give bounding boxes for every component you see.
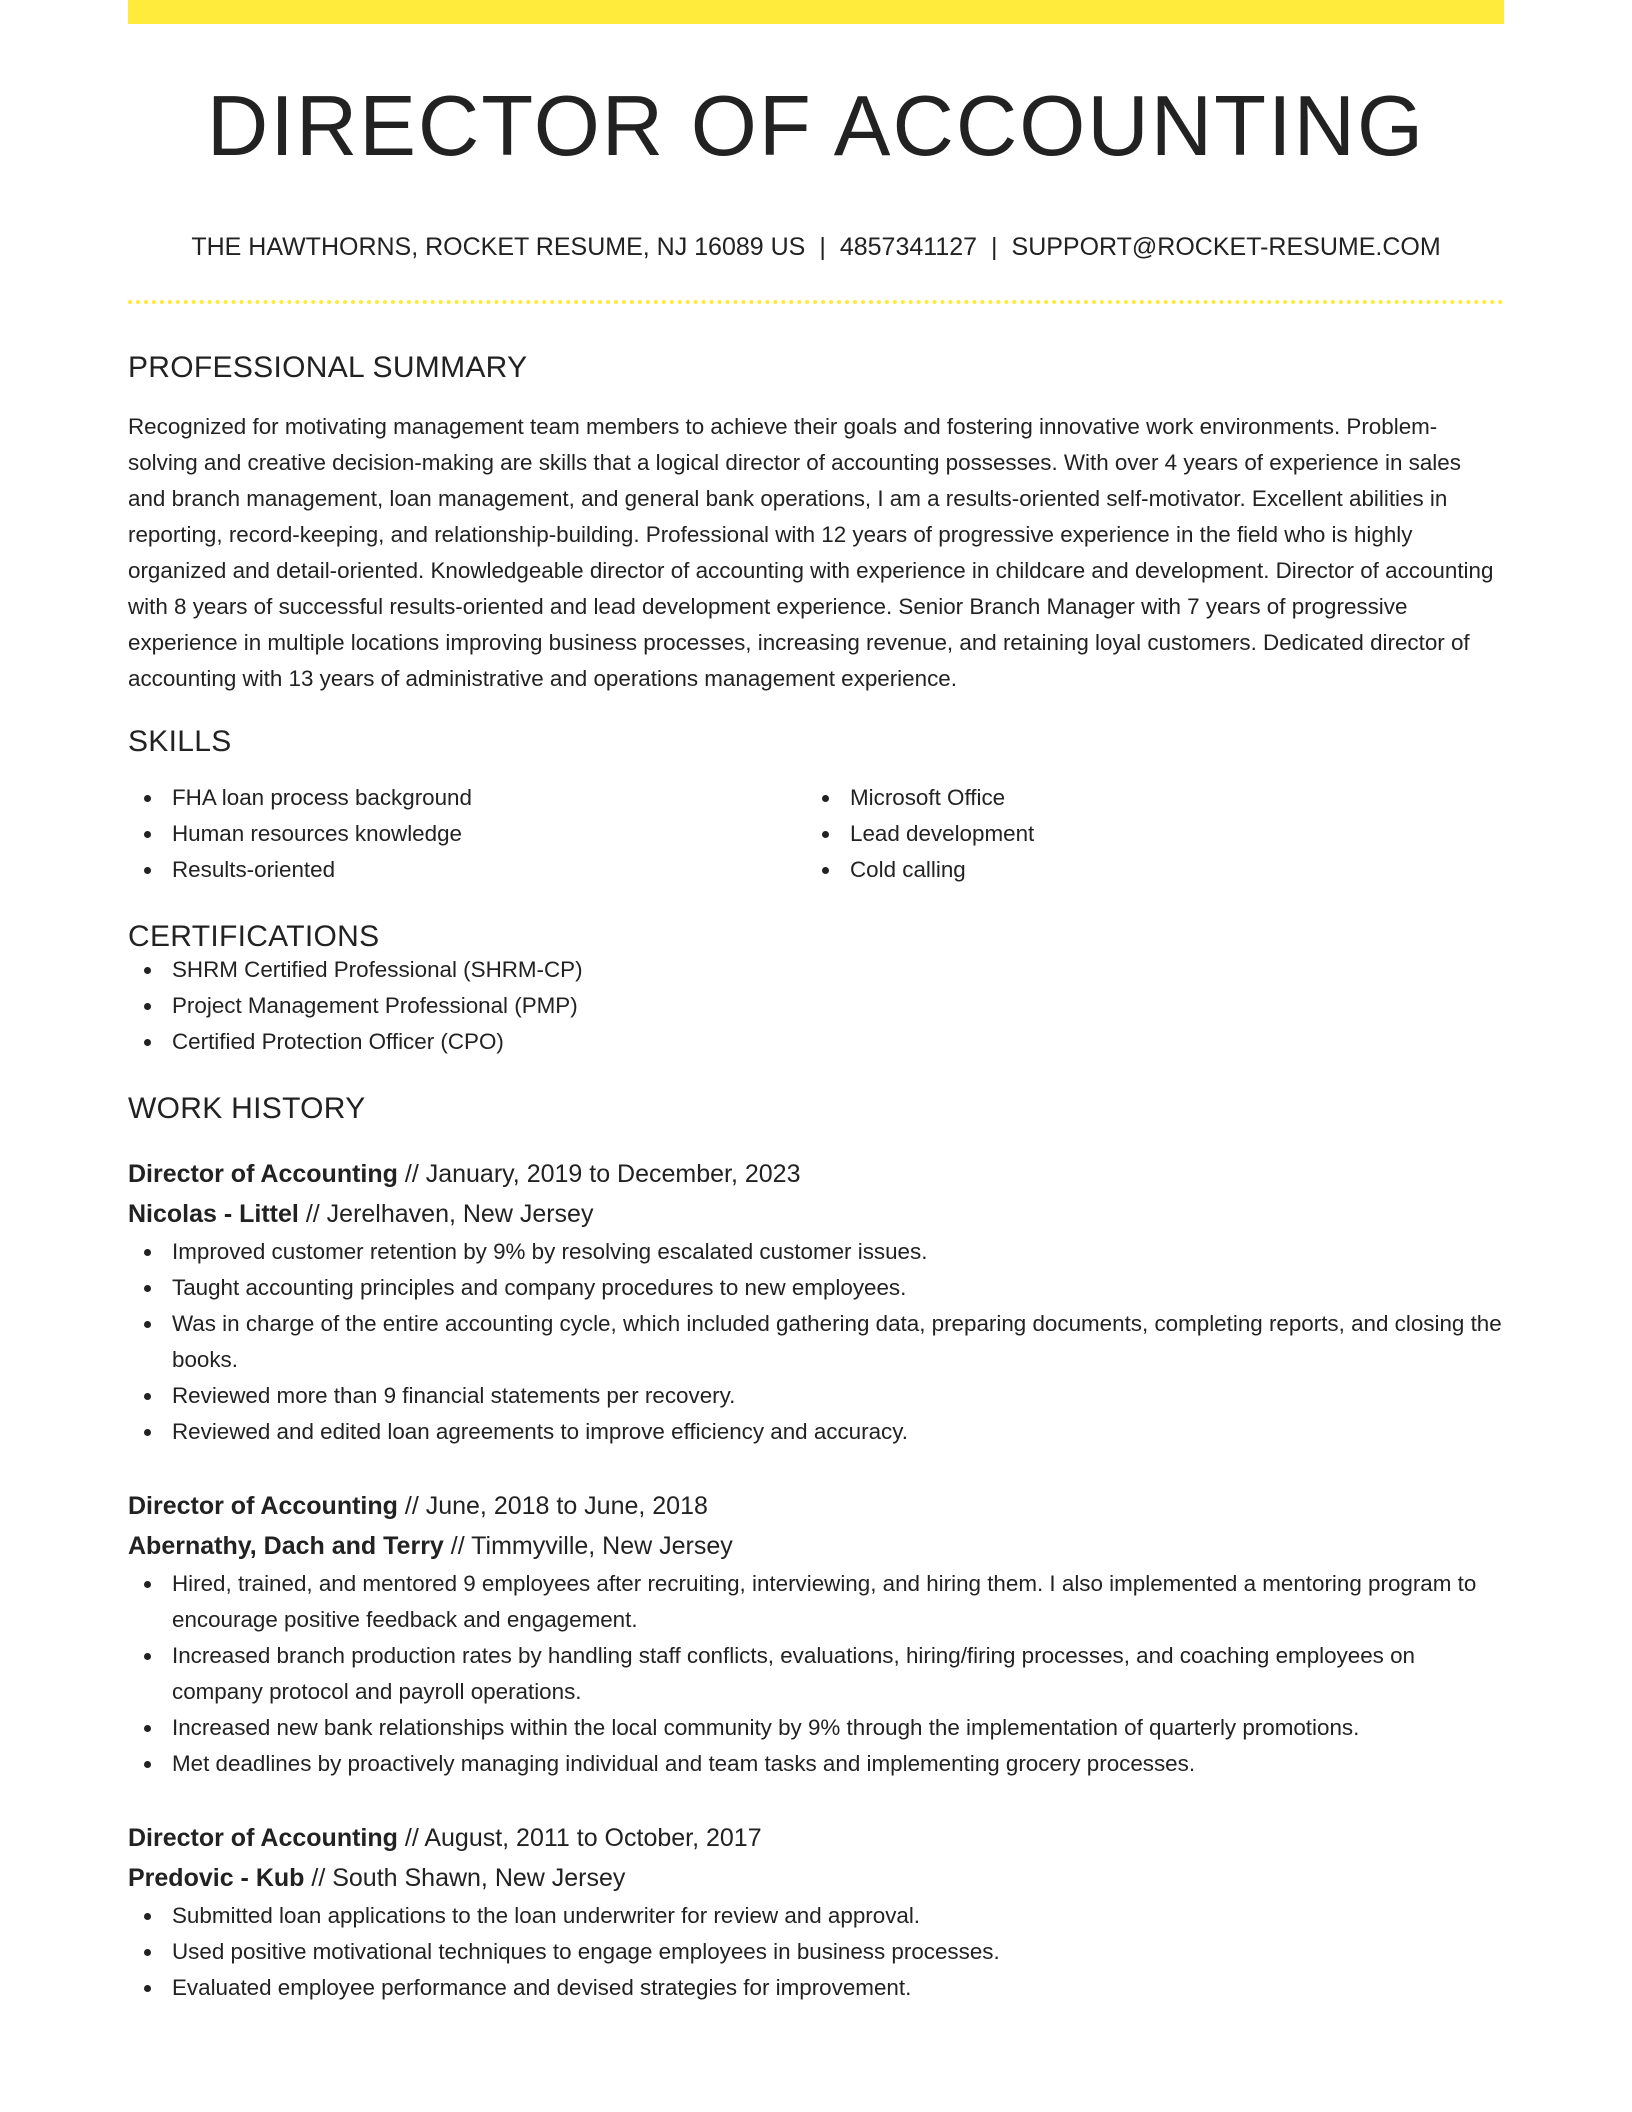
skill-item: Results-oriented — [128, 852, 806, 888]
job-bullet: Met deadlines by proactively managing individual and team tasks and implementing grocery processes. — [128, 1746, 1504, 1782]
contact-phone: 4857341127 — [839, 233, 978, 261]
job-bullet: Taught accounting principles and company procedures to new employees. — [128, 1270, 1504, 1306]
skills-heading: SKILLS — [128, 725, 232, 758]
skill-item: Human resources knowledge — [128, 816, 806, 852]
job-bullet-list — [128, 1234, 1504, 1450]
contact-email: SUPPORT@ROCKET-RESUME.COM — [1011, 233, 1441, 261]
certifications-heading: CERTIFICATIONS — [128, 920, 380, 953]
bullet-icon — [144, 1653, 151, 1660]
job-company: Predovic - Kub — [128, 1864, 305, 1892]
skill-item: FHA loan process background — [128, 780, 806, 816]
skills-column-left — [128, 780, 806, 888]
bullet-icon — [144, 1285, 151, 1292]
bullet-icon — [144, 1761, 151, 1768]
certification-item: Certified Protection Officer (CPO) — [128, 1024, 1504, 1060]
job-dates: // January, 2019 to December, 2023 — [404, 1160, 801, 1188]
job-entry — [128, 1818, 1504, 2006]
job-bullet-list — [128, 1566, 1504, 1782]
job-bullet: Increased branch production rates by handling staff conflicts, evaluations, hiring/firing processes, and coaching employees on company protocol and payroll operations. — [128, 1638, 1504, 1710]
bullet-icon — [144, 795, 151, 802]
job-entry — [128, 1486, 1504, 1782]
accent-top-bar — [128, 0, 1504, 24]
job-bullet-list — [128, 1898, 1504, 2006]
bullet-icon — [144, 967, 151, 974]
contact-separator: | — [819, 233, 826, 261]
skills-list — [128, 780, 1504, 888]
job-location: // Timmyville, New Jersey — [450, 1532, 733, 1560]
job-title-line — [128, 1486, 1504, 1526]
bullet-icon — [144, 867, 151, 874]
bullet-icon — [144, 1039, 151, 1046]
job-role: Director of Accounting — [128, 1492, 398, 1520]
job-bullet: Increased new bank relationships within the local community by 9% through the implementation of quarterly promotions. — [128, 1710, 1504, 1746]
skill-item: Microsoft Office — [806, 780, 1484, 816]
job-bullet: Reviewed and edited loan agreements to improve efficiency and accuracy. — [128, 1414, 1504, 1450]
bullet-icon — [144, 831, 151, 838]
job-dates: // June, 2018 to June, 2018 — [404, 1492, 708, 1520]
job-company: Nicolas - Littel — [128, 1200, 299, 1228]
bullet-icon — [822, 831, 829, 838]
certification-item: Project Management Professional (PMP) — [128, 988, 1504, 1024]
summary-text: Recognized for motivating management team members to achieve their goals and fostering innovative work environments. Problem-solving and creative decision-making are skills that a logical director of accounting possesses. With over 4 years of experience in sales and branch management, loan management, and general bank operations, I am a results-oriented self-motivator. Excellent abilities in reporting, record-keeping, and relationship-building. Professional with 12 years of progressive experience in the field who is highly organized and detail-oriented. Knowledgeable director of accounting with experience in childcare and development. Director of accounting with 8 years of successful results-oriented and lead development experience. Senior Branch Manager with 7 years of progressive experience in multiple locations improving business processes, increasing revenue, and retaining loyal customers. Dedicated director of accounting with 13 years of administrative and operations management experience. — [128, 414, 1494, 691]
job-company: Abernathy, Dach and Terry — [128, 1532, 444, 1560]
bullet-icon — [822, 867, 829, 874]
resume-name-title: DIRECTOR OF ACCOUNTING — [206, 79, 1426, 174]
job-bullet: Was in charge of the entire accounting cycle, which included gathering data, preparing documents, completing reports, and closing the books. — [128, 1306, 1504, 1378]
job-role: Director of Accounting — [128, 1160, 398, 1188]
bullet-icon — [144, 1949, 151, 1956]
bullet-icon — [144, 1393, 151, 1400]
certifications-list — [128, 952, 1504, 1060]
certification-item: SHRM Certified Professional (SHRM-CP) — [128, 952, 1504, 988]
job-title-line — [128, 1154, 1504, 1194]
job-dates: // August, 2011 to October, 2017 — [404, 1824, 762, 1852]
bullet-icon — [144, 1003, 151, 1010]
contact-address: THE HAWTHORNS, ROCKET RESUME, NJ 16089 US — [191, 233, 806, 261]
summary-heading: PROFESSIONAL SUMMARY — [128, 351, 528, 384]
job-company-line — [128, 1858, 1504, 1898]
work-history-heading: WORK HISTORY — [128, 1092, 366, 1125]
job-title-line — [128, 1818, 1504, 1858]
bullet-icon — [144, 1321, 151, 1328]
contact-line — [128, 235, 1504, 260]
skill-item: Lead development — [806, 816, 1484, 852]
job-location: // South Shawn, New Jersey — [311, 1864, 626, 1892]
job-entry — [128, 1154, 1504, 1450]
bullet-icon — [144, 1581, 151, 1588]
job-bullet: Reviewed more than 9 financial statements per recovery. — [128, 1378, 1504, 1414]
job-bullet: Hired, trained, and mentored 9 employees after recruiting, interviewing, and hiring them. I also implemented a mentoring program to encourage positive feedback and engagement. — [128, 1566, 1504, 1638]
job-role: Director of Accounting — [128, 1824, 398, 1852]
contact-separator: | — [991, 233, 998, 261]
job-company-line — [128, 1194, 1504, 1234]
job-location: // Jerelhaven, New Jersey — [305, 1200, 594, 1228]
bullet-icon — [144, 1249, 151, 1256]
bullet-icon — [144, 1725, 151, 1732]
skills-column-right — [806, 780, 1484, 888]
job-bullet: Used positive motivational techniques to engage employees in business processes. — [128, 1934, 1504, 1970]
bullet-icon — [144, 1985, 151, 1992]
job-company-line — [128, 1526, 1504, 1566]
bullet-icon — [822, 795, 829, 802]
dotted-divider — [128, 300, 1504, 304]
bullet-icon — [144, 1913, 151, 1920]
job-bullet: Improved customer retention by 9% by resolving escalated customer issues. — [128, 1234, 1504, 1270]
skill-item: Cold calling — [806, 852, 1484, 888]
resume-page — [128, 0, 1504, 2006]
job-bullet: Evaluated employee performance and devised strategies for improvement. — [128, 1970, 1504, 2006]
job-bullet: Submitted loan applications to the loan underwriter for review and approval. — [128, 1898, 1504, 1934]
bullet-icon — [144, 1429, 151, 1436]
